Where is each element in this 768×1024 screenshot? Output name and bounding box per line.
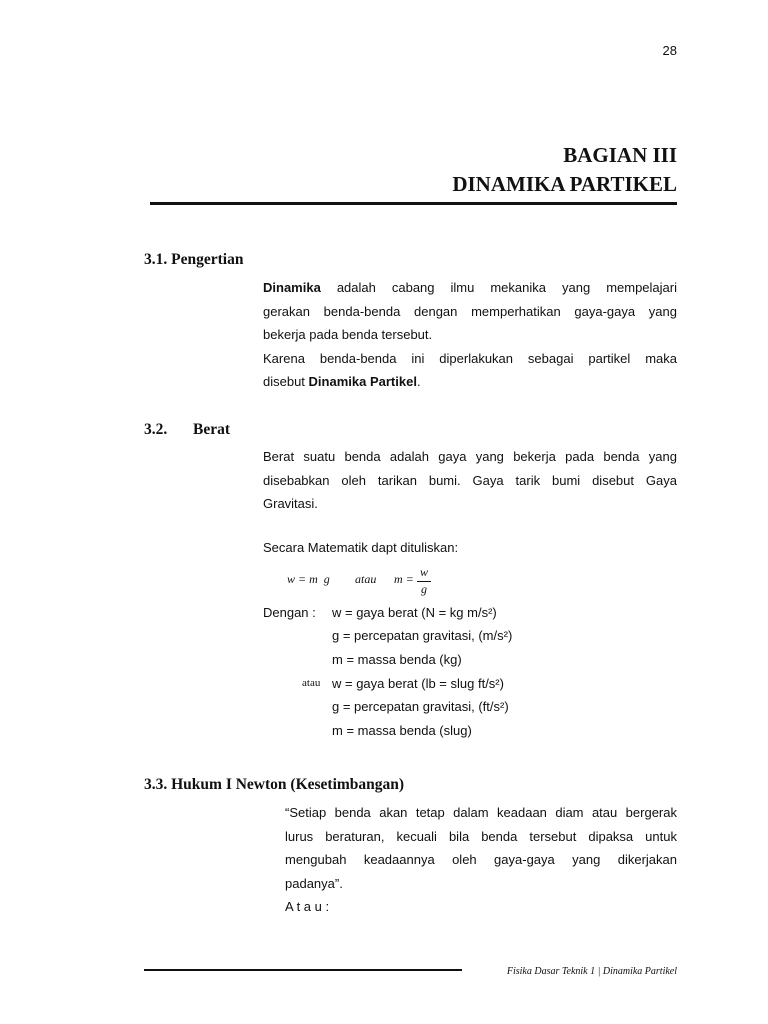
term-dinamika: Dinamika bbox=[263, 280, 321, 295]
formula-lhs: w = m g bbox=[287, 572, 330, 586]
chapter-title: DINAMIKA PARTIKEL bbox=[452, 172, 677, 196]
definition-item: m = massa benda (kg) bbox=[332, 652, 462, 667]
definition-item: g = percepatan gravitasi, (m/s²) bbox=[332, 628, 513, 643]
formula-denominator: g bbox=[421, 582, 427, 596]
section-heading-newton-1: 3.3. Hukum I Newton (Kesetimbangan) bbox=[144, 776, 405, 793]
text-line bbox=[263, 370, 677, 394]
chapter-part: BAGIAN III bbox=[563, 143, 677, 167]
text-line: gerakan benda-benda dengan memperhatikan gaya-gaya yang bbox=[263, 303, 677, 319]
chapter-divider bbox=[150, 202, 677, 205]
text-line: A t a u : bbox=[285, 899, 330, 914]
text-line: lurus beraturan, kecuali bila benda tersebut dipaksa untuk bbox=[285, 828, 677, 844]
text-line: Gravitasi. bbox=[263, 496, 318, 511]
paragraph-pengertian bbox=[263, 276, 677, 394]
formula-rhs-label: m = bbox=[394, 572, 414, 586]
paragraph-berat bbox=[263, 445, 677, 516]
definition-item: g = percepatan gravitasi, (ft/s²) bbox=[332, 699, 509, 714]
weight-formula bbox=[287, 566, 447, 598]
section-title: Berat bbox=[193, 421, 231, 438]
text-run: . bbox=[416, 374, 421, 389]
math-intro: Secara Matematik dapt dituliskan: bbox=[263, 540, 459, 555]
definition-item: m = massa benda (slug) bbox=[332, 723, 472, 738]
running-footer: Fisika Dasar Teknik 1 | Dinamika Partikel bbox=[506, 966, 677, 977]
chapter-title-block bbox=[452, 141, 677, 199]
text-line: padanya”. bbox=[285, 875, 343, 891]
text-line bbox=[263, 276, 677, 300]
page-number: 28 bbox=[662, 43, 677, 58]
section-heading-berat bbox=[144, 421, 230, 439]
alternative-prefix: atau bbox=[302, 677, 321, 689]
footer-divider bbox=[144, 969, 462, 971]
paragraph-newton-1 bbox=[285, 801, 677, 919]
text-line: Karena benda-benda ini diperlakukan sebagai partikel maka bbox=[263, 350, 677, 366]
formula-numerator: w bbox=[420, 565, 429, 579]
section-heading-pengertian: 3.1. Pengertian bbox=[144, 251, 244, 268]
text-line: disebabkan oleh tarikan bumi. Gaya tarik bumi disebut Gaya bbox=[263, 472, 677, 488]
text-line: bekerja pada benda tersebut. bbox=[263, 327, 433, 342]
text-line: Berat suatu benda adalah gaya yang bekerja pada benda yang bbox=[263, 449, 677, 464]
formula-connector: atau bbox=[355, 572, 377, 586]
text-line: “Setiap benda akan tetap dalam keadaan diam atau bergerak bbox=[285, 805, 677, 820]
term-dinamika-partikel: Dinamika Partikel bbox=[308, 374, 417, 389]
definition-item: w = gaya berat (lb = slug ft/s²) bbox=[332, 676, 504, 691]
definitions-prefix: Dengan : bbox=[263, 605, 316, 620]
text-run: adalah cabang ilmu mekanika yang mempelajari bbox=[320, 280, 677, 295]
text-line: mengubah keadaannya oleh gaya-gaya yang dikerjakan bbox=[285, 852, 677, 867]
text-run: disebut bbox=[263, 374, 309, 389]
section-number: 3.2. bbox=[144, 421, 168, 438]
definition-item: w = gaya berat (N = kg m/s²) bbox=[332, 605, 497, 620]
